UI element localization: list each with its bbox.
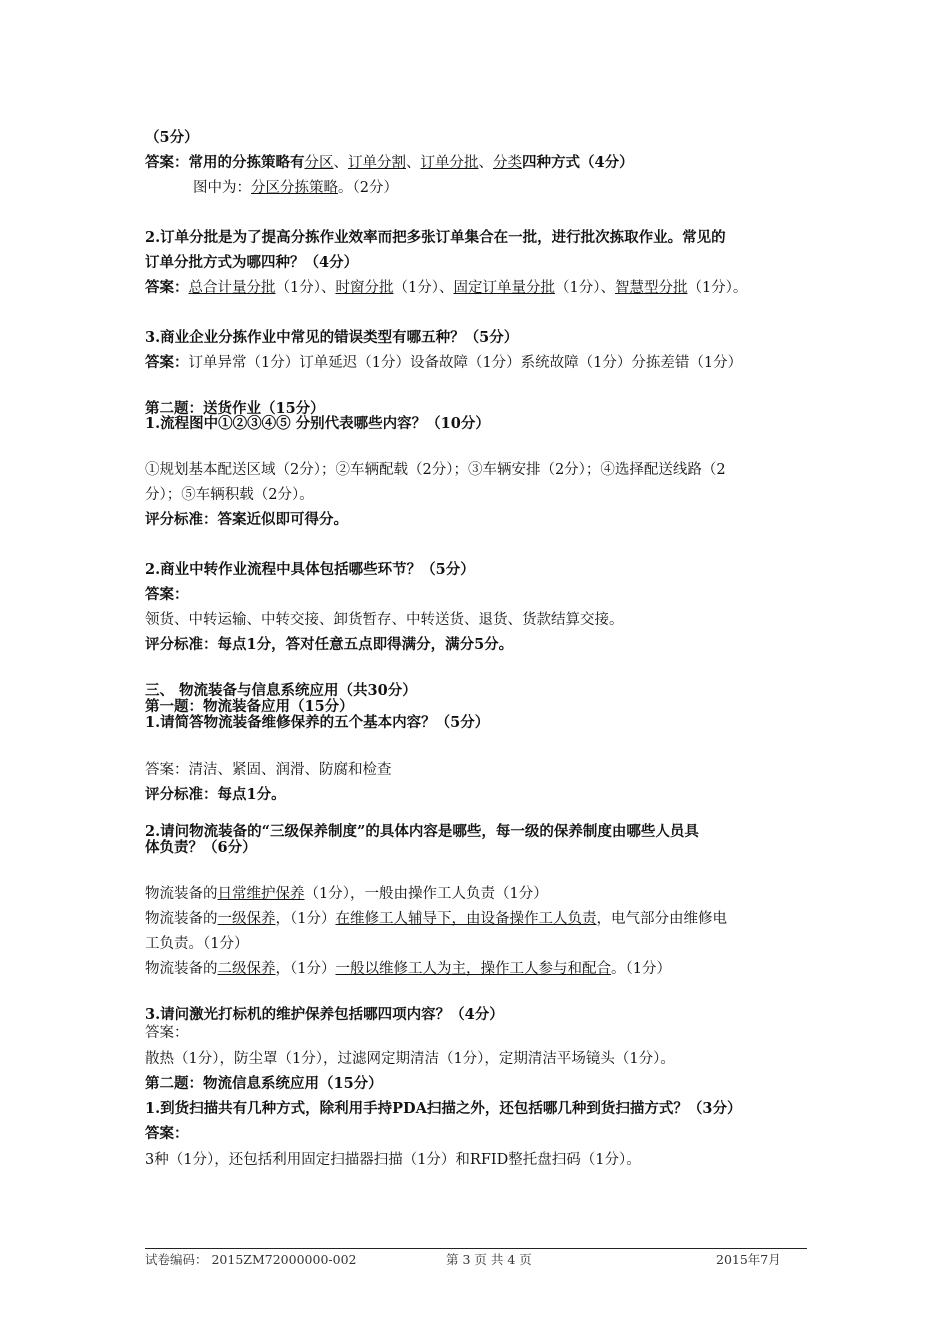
- text-segment: 散热（1分），防尘罩（1分），过滤网定期清洁（1分），定期清洁平场镜头（1分）。: [145, 1051, 675, 1067]
- text-segment: 评分标准：每点1分。: [145, 786, 286, 803]
- text-segment: 1.请简答物流装备维修保养的五个基本内容？（5分）: [145, 714, 490, 731]
- text-line: [145, 884, 548, 904]
- text-segment: 第二题：物流信息系统应用（15分）: [145, 1075, 383, 1092]
- text-segment: 3.请问激光打标机的维护保养包括哪四项内容？（4分）: [145, 1006, 504, 1023]
- text-segment: 1.流程图中①②③④⑤ 分别代表哪些内容？（10分）: [145, 415, 490, 432]
- text-line: [145, 1005, 504, 1025]
- text-line: [145, 253, 358, 273]
- text-segment: 答案：: [145, 1025, 189, 1041]
- underlined-answer: 二级保养: [217, 961, 276, 977]
- text-line: [145, 1124, 189, 1144]
- text-segment: 答案：: [145, 354, 189, 371]
- underlined-answer: 一般以维修工人为主，操作工人参与和配合: [335, 961, 611, 977]
- text-segment: 、: [406, 155, 421, 171]
- text-segment: 物流装备的: [145, 886, 218, 902]
- text-line: [145, 414, 490, 434]
- underlined-answer: 总合计量分批: [188, 280, 276, 296]
- underlined-answer: 订单分割: [348, 155, 406, 171]
- underlined-answer: 固定订单量分批: [453, 280, 555, 296]
- text-segment: 三、 物流装备与信息系统应用（共30分）: [145, 682, 417, 699]
- text-segment: 答案：清洁、紧固、润滑、防腐和检查: [145, 762, 392, 778]
- text-segment: 工负责。（1分）: [145, 936, 249, 952]
- text-segment: （1分）、: [554, 280, 615, 296]
- footer-page-number: 第 3 页 共 4 页: [446, 1252, 532, 1267]
- underlined-answer: 智慧型分批: [614, 280, 688, 296]
- text-segment: 2.请问物流装备的“三级保养制度”的具体内容是哪些，每一级的保养制度由哪些人员具: [145, 823, 699, 840]
- text-segment: 体负责？（6分）: [145, 839, 257, 856]
- text-segment: （1分）、: [393, 280, 454, 296]
- underlined-answer: 一级保养: [217, 911, 276, 927]
- text-line: [145, 1023, 189, 1043]
- text-line: [145, 353, 742, 373]
- text-segment: 评分标准：答案近似即可得分。: [145, 511, 348, 528]
- underlined-answer: 日常维护保养: [217, 886, 305, 902]
- text-line: [145, 1049, 675, 1069]
- text-segment: 。（1分）: [610, 961, 671, 977]
- text-segment: 分）；⑤车辆积载（2分）。: [145, 487, 314, 503]
- text-line: [145, 485, 314, 505]
- underlined-answer: 订单分批: [420, 155, 479, 171]
- text-segment: 第二题：送货作业（15分）: [145, 400, 325, 417]
- text-line: [145, 713, 489, 733]
- text-segment: ，（1分）: [275, 961, 336, 977]
- footer-date: 2015年7月: [716, 1252, 781, 1267]
- text-segment: 1.到货扫描共有几种方式，除利用手持PDA扫描之外，还包括哪几种到货扫描方式？（3分）: [145, 1100, 742, 1117]
- text-segment: 答案：常用的分拣策略有: [145, 154, 305, 171]
- text-segment: ，电气部分由维修电: [596, 911, 727, 927]
- text-segment: 3.商业企业分拣作业中常见的错误类型有哪五种？（5分）: [145, 329, 519, 346]
- text-line: [193, 178, 398, 198]
- text-segment: （5分）: [145, 129, 199, 146]
- text-segment: 、: [333, 155, 348, 171]
- text-line: [145, 610, 624, 630]
- text-segment: ①规划基本配送区域（2分）；②车辆配载（2分）；③车辆安排（2分）；④选择配送线路（2: [145, 462, 726, 478]
- text-segment: 物流装备的: [145, 911, 218, 927]
- text-line: [145, 585, 189, 605]
- underlined-answer: 分类: [493, 155, 522, 171]
- text-segment: 图中为：: [193, 180, 251, 196]
- text-line: [145, 909, 727, 929]
- underlined-answer: 分区: [304, 155, 334, 171]
- underlined-answer: 分区分拣策略: [251, 180, 338, 196]
- text-line: [145, 153, 634, 173]
- text-segment: 3种（1分），还包括利用固定扫描器扫描（1分）和RFID整托盘扫码（1分）。: [145, 1152, 641, 1168]
- text-segment: 2.订单分批是为了提高分拣作业效率而把多张订单集合在一批，进行批次拣取作业。常见的: [145, 229, 726, 246]
- text-line: [145, 510, 348, 530]
- text-line: [145, 228, 726, 248]
- text-segment: 、: [478, 155, 493, 171]
- text-segment: 物流装备的: [145, 961, 218, 977]
- text-segment: （1分）。: [687, 280, 748, 296]
- underlined-answer: 在维修工人辅导下，由设备操作工人负责: [335, 911, 597, 927]
- text-line: [145, 838, 257, 858]
- text-line: [145, 560, 475, 580]
- text-segment: 答案：: [145, 279, 189, 296]
- text-line: [145, 128, 199, 148]
- text-segment: ，（1分）: [275, 911, 336, 927]
- text-line: [145, 460, 726, 480]
- text-segment: 答案：: [145, 586, 189, 603]
- text-segment: （1分）、: [275, 280, 336, 296]
- text-segment: 订单分批方式为哪四种？（4分）: [145, 254, 359, 271]
- text-line: [145, 934, 248, 954]
- text-line: [145, 1150, 641, 1170]
- text-segment: 评分标准：每点1分，答对任意五点即得满分，满分5分。: [145, 636, 514, 653]
- text-segment: 答案：: [145, 1125, 189, 1142]
- text-line: [145, 1074, 383, 1094]
- text-line: [145, 278, 747, 298]
- text-segment: 2.商业中转作业流程中具体包括哪些环节？（5分）: [145, 561, 475, 578]
- text-line: [145, 785, 286, 805]
- text-line: [145, 1099, 741, 1119]
- text-segment: 领货、中转运输、中转交接、卸货暂存、中转送货、退货、货款结算交接。: [145, 612, 624, 628]
- text-segment: 四种方式（4分）: [522, 154, 634, 171]
- text-line: [145, 959, 671, 979]
- footer-exam-code: 试卷编码： 2015ZM72000000-002: [145, 1252, 357, 1267]
- text-segment: 。（2分）: [338, 180, 398, 196]
- text-segment: 第一题：物流装备应用（15分）: [145, 698, 354, 715]
- text-line: [145, 328, 518, 348]
- text-line: [145, 635, 513, 655]
- text-segment: 订单异常（1分）订单延迟（1分）设备故障（1分）系统故障（1分）分拣差错（1分）: [188, 355, 743, 371]
- underlined-answer: 时窗分批: [335, 280, 394, 296]
- text-line: [145, 760, 392, 780]
- footer-divider: [145, 1248, 807, 1249]
- text-segment: （1分），一般由操作工人负责（1分）: [304, 886, 548, 902]
